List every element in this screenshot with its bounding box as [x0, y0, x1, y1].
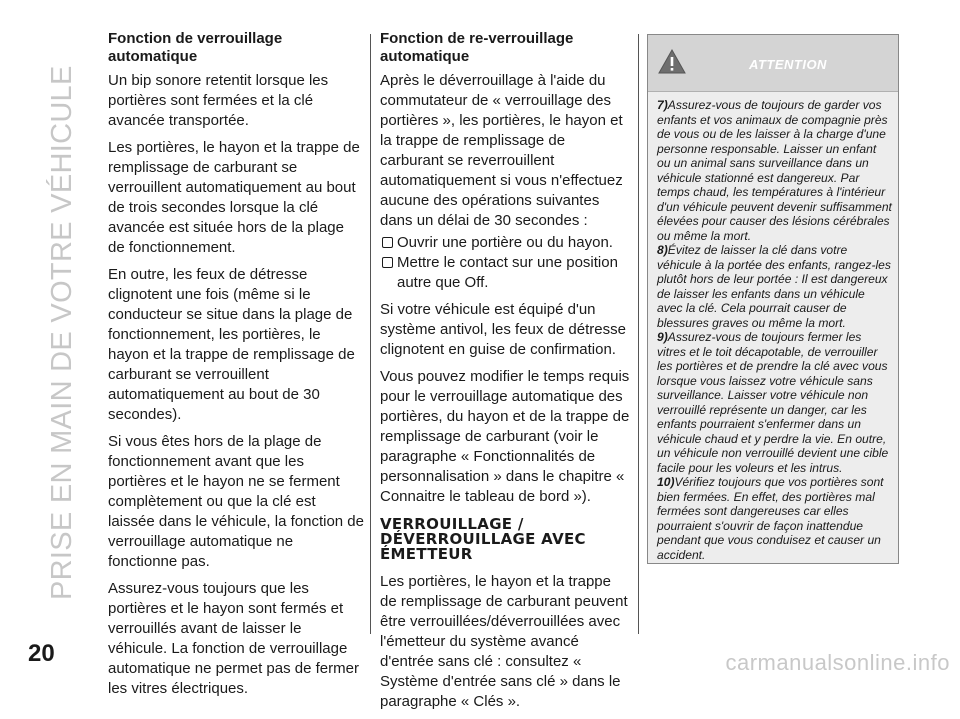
paragraph: Les portières, le hayon et la trappe de remplissage de carburant se verrouillent automatiquement au bout de trois secondes lorsque la clé avancée est située hors de la plage de fonctionnement. — [108, 139, 360, 256]
paragraph: Après le déverrouillage à l'aide du commutateur de « verrouillage des portières », les portières, le hayon et la trappe de remplissage de carburant se reverrouillent automatiquement si vous n'effectuez aucune des opérations suivantes dans un délai de 30 secondes : — [380, 72, 623, 229]
chapter-side-title: PRISE EN MAIN DE VOTRE VÉHICULE — [46, 65, 78, 600]
heading-auto-relock: Fonction de re-verrouillage automatique — [380, 30, 574, 65]
column-middle — [380, 30, 630, 719]
list-item-text: Mettre le contact sur une position autre que Off. — [397, 254, 618, 291]
page-number: 20 — [28, 640, 55, 667]
warning-item — [657, 475, 892, 562]
column-left — [108, 30, 364, 706]
paragraph: Assurez-vous toujours que les portières et le hayon sont fermés et verrouillés avant de laisser le véhicule. La fonction de verrouillage automatique ne permet pas de fermer les vitres électriques. — [108, 580, 359, 697]
watermark: carmanualsonline.info — [725, 650, 950, 675]
paragraph: Les portières, le hayon et la trappe de remplissage de carburant peuvent être verrouillées/déverrouillées avec l'émetteur du système avancé d'entrée sans clé : consultez « Système d'entrée sans clé » dans le paragraphe « Clés ». — [380, 573, 628, 710]
paragraph: Vous pouvez modifier le temps requis pour le verrouillage automatique des portières, du hayon et de la trappe de remplissage de carburant (voir le paragraphe « Fonctionnalités de personnalisation » dans le chapitre « Connaitre le tableau de bord »). — [380, 368, 630, 505]
paragraph: En outre, les feux de détresse clignotent une fois (même si le conducteur se situe dans la plage de fonctionnement, les portières, le hayon et la trappe de remplissage de carburant se verrouillent automatiquement au bout de 30 secondes). — [108, 266, 355, 423]
warning-header — [648, 35, 898, 92]
warning-body — [648, 92, 898, 562]
list-item — [380, 233, 630, 253]
warning-item-number: 10) — [657, 475, 675, 489]
warning-item — [657, 98, 892, 243]
warning-item — [657, 243, 892, 330]
warning-item-text: Assurez-vous de toujours fermer les vitres et le toit décapotable, de verrouiller les portières et de prendre la clé avec vous lorsque vous laissez votre véhicule sans surveillance. Laisser votre véhicule non verrouillé représente un danger, car les enfants pourraient s'enfermer dans un véhicule chaud et y perdre la vie. En outre, un véhicule non verrouillé devient une cible facile pour les voleurs et les intrus. — [657, 330, 889, 475]
column-divider — [638, 34, 639, 634]
warning-item-text: Évitez de laisser la clé dans votre véhicule à la portée des enfants, rangez-les plutôt hors de leur portée : Il est dangereux de laisser les enfants dans un véhicule avec la clé. Cela pourrait causer de blessures graves ou même la mort. — [657, 243, 891, 330]
column-divider — [370, 34, 371, 634]
paragraph: Si votre véhicule est équipé d'un système antivol, les feux de détresse clignotent en guise de confirmation. — [380, 301, 626, 358]
warning-box — [647, 34, 899, 564]
section-heading-remote: VERROUILLAGE / DÉVERROUILLAGE AVEC ÉMETTEUR — [380, 515, 586, 563]
warning-item-number: 8) — [657, 243, 668, 257]
list-item-text: Ouvrir une portière ou du hayon. — [397, 234, 613, 251]
heading-auto-lock: Fonction de verrouillage automatique — [108, 30, 283, 65]
warning-item-text: Vérifiez toujours que vos portières sont bien fermées. En effet, des portières mal fermées sont dangereuses car elles pourraient s'ouvrir de façon inattendue pendant que vous conduisez et causer un accident. — [657, 475, 884, 562]
paragraph: Si vous êtes hors de la plage de fonctionnement avant que les portières et le hayon ne se ferment complètement ou que la clé est laissée dans le véhicule, la fonction de verrouillage automatique ne fonctionne pas. — [108, 433, 364, 570]
checkbox-bullet-icon — [382, 257, 393, 268]
checkbox-bullet-icon — [382, 237, 393, 248]
warning-item-number: 9) — [657, 330, 668, 344]
warning-item-number: 7) — [657, 98, 668, 112]
warning-title: ATTENTION — [749, 57, 827, 72]
list-item — [380, 253, 630, 293]
warning-item — [657, 330, 892, 475]
warning-item-text: Assurez-vous de toujours de garder vos enfants et vos animaux de compagnie près de vous ou de les laisser à la charge d'une personne responsable. Laisser un enfant ou un animal sans surveillance dans un véhicule stationné est dangereux. Par temps chaud, les températures à l'intérieur d'un véhicule peuvent devenir suffisamment élevées pour causer des lésions cérébrales ou même la mort. — [657, 98, 892, 243]
paragraph: Un bip sonore retentit lorsque les portières sont fermées et la clé avancée transportée. — [108, 72, 329, 129]
